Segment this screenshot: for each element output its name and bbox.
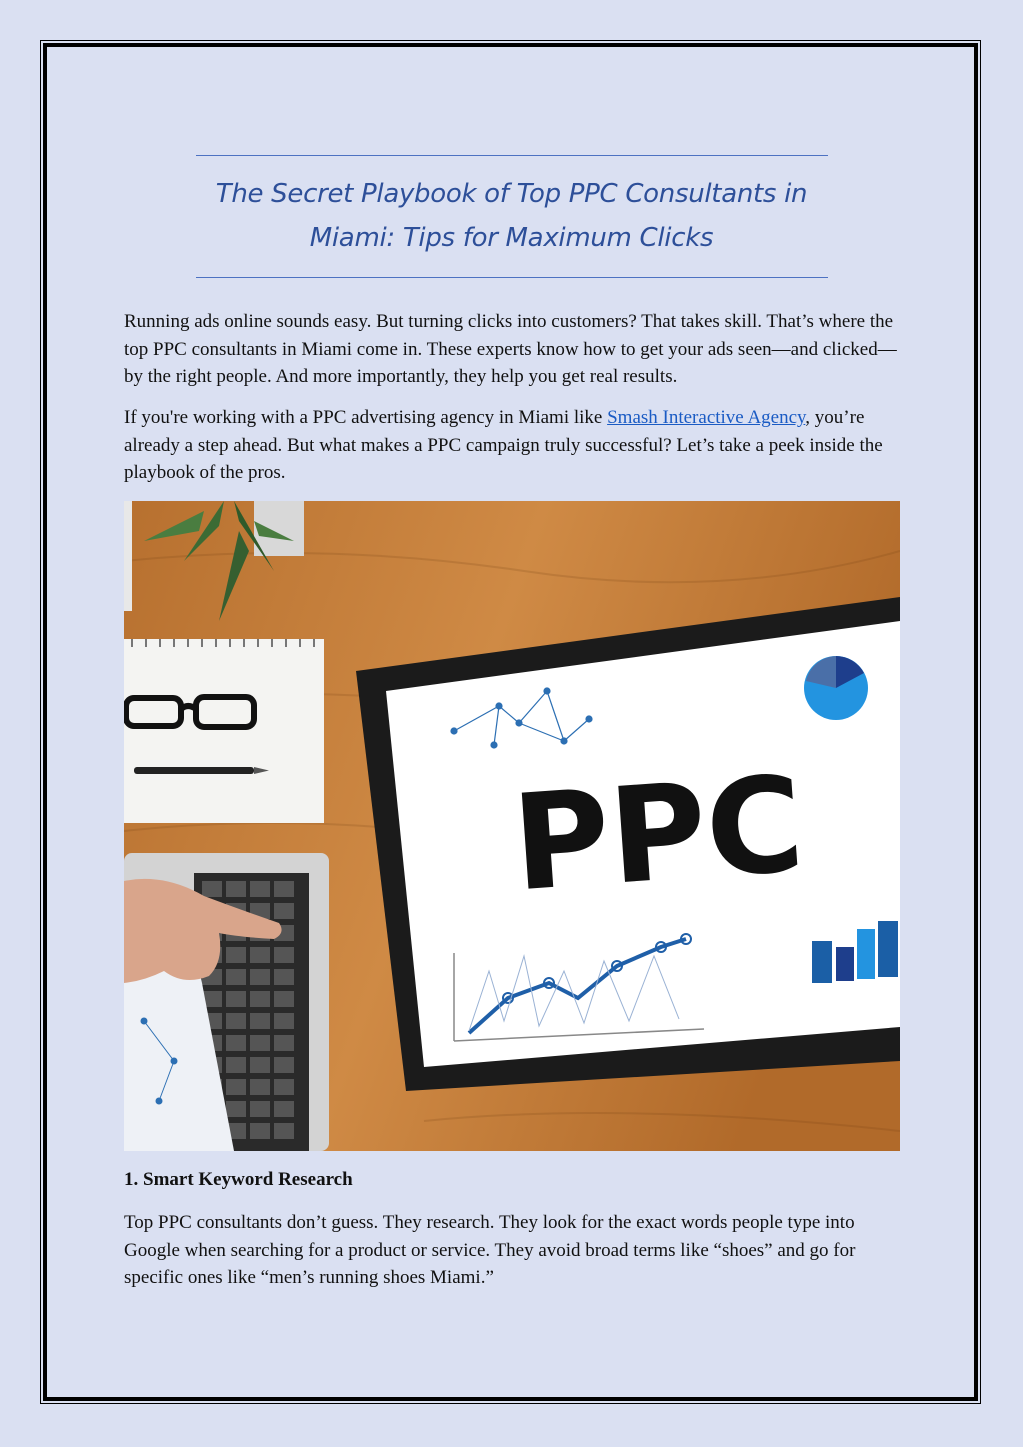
title-line-1: The Secret Playbook of Top PPC Consultants in [215,179,808,209]
smash-interactive-agency-link[interactable]: Smash Interactive Agency [607,407,806,428]
section-1-heading: 1. Smart Keyword Research [124,1169,353,1190]
title-rule-bottom [196,277,828,278]
ppc-hero-image [124,501,900,1151]
pie-chart-icon [804,656,868,720]
ppc-screen-text: PPC [507,747,809,922]
title-line-2: Miami: Tips for Maximum Clicks [309,223,714,253]
agency-paragraph [124,404,914,487]
agency-paragraph-text-end: , you’re already a step ahead. But what makes a PPC campaign truly successful? Let’s take a peek inside the playbook of the pros. [124,407,883,483]
document-title [150,172,873,260]
section-1-paragraph: Top PPC consultants don’t guess. They research. They look for the exact words people type into Google when searching for a product or service. They avoid broad terms like “shoes” and go for specific ones like “men’s running shoes Miami.” [124,1212,856,1288]
pen-icon [134,767,269,774]
notepad [124,639,324,823]
agency-paragraph-text-start: If you're working with a PPC advertising agency in Miami like [124,407,608,428]
intro-paragraph: Running ads online sounds easy. But turning clicks into customers? That takes skill. That’s where the top PPC consultants in Miami come in. These experts know how to get your ads seen—and clicked—by the right people. And more importantly, they help you get real results. [124,311,897,387]
title-rule-top [196,155,828,156]
